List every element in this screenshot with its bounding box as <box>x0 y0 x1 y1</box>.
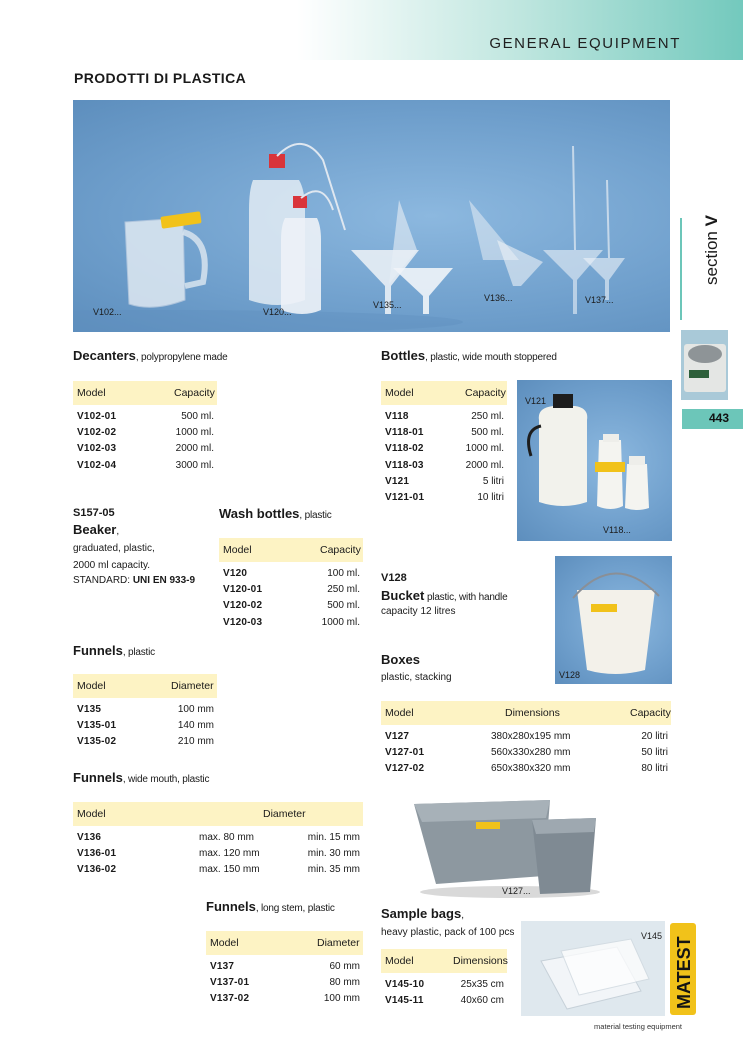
bottles-title: Bottles, plastic, wide mouth stoppered <box>381 348 557 363</box>
table-row: V136-01 max. 120 mm min. 30 mm <box>77 848 360 860</box>
beaker-code: S157-05 <box>73 507 115 519</box>
bottles-photo <box>517 380 672 541</box>
funnels-wide-table <box>73 802 363 886</box>
funnels-wide-title: Funnels, wide mouth, plastic <box>73 770 210 785</box>
table-header: Model Capacity <box>73 381 217 405</box>
decanters-table <box>73 381 217 479</box>
boxes-photo <box>400 792 600 900</box>
bucket-title: Bucket plastic, with handle <box>381 588 508 603</box>
sample-bags-title: Sample bags, <box>381 906 464 921</box>
table-row: V137-02 100 mm <box>210 993 360 1005</box>
sample-bags-photo <box>521 921 665 1016</box>
table-row: V136 max. 80 mm min. 15 mm <box>77 832 360 843</box>
funnels-table <box>73 674 217 758</box>
footer-text: material testing equipment <box>594 1022 682 1031</box>
section-label <box>702 210 722 290</box>
bucket-photo <box>555 556 672 684</box>
wash-bottles-title: Wash bottles, plastic <box>219 506 332 521</box>
table-row: V127 380x280x195 mm 20 litri <box>385 731 668 742</box>
table-row: V145-11 40x60 cm <box>385 995 504 1007</box>
sample-bags-table <box>381 949 507 1015</box>
table-row: V120-02 500 ml. <box>223 600 360 612</box>
bottles-table <box>381 381 507 511</box>
matest-logo <box>664 921 704 1019</box>
funnels-long-table <box>206 931 363 1015</box>
bucket-line: capacity 12 litres <box>381 606 456 617</box>
hero-caption: V120... <box>263 307 292 317</box>
beaker-standard: STANDARD: UNI EN 933-9 <box>73 575 196 586</box>
beaker-line: graduated, plastic, <box>73 543 155 554</box>
table-row: V127-02 650x380x320 mm 80 litri <box>385 763 668 775</box>
table-row: V118-03 2000 ml. <box>385 459 504 471</box>
brand-text: MATEST <box>674 936 694 1009</box>
beaker-line: 2000 ml capacity. <box>73 560 151 571</box>
sample-bags-photo-caption: V145 <box>641 931 663 941</box>
page-title: PRODOTTI DI PLASTICA <box>74 70 247 86</box>
funnels-long-title: Funnels, long stem, plastic <box>206 899 335 914</box>
funnels-title: Funnels, plastic <box>73 643 155 658</box>
bucket-photo-caption: V128 <box>559 670 581 680</box>
table-row: V121 5 litri <box>385 475 504 487</box>
boxes-photo-caption: V127... <box>502 886 531 896</box>
table-row: V102-02 1000 ml. <box>77 427 214 439</box>
table-row: V120-03 1000 ml. <box>223 616 360 628</box>
table-row: V102-01 500 ml. <box>77 411 214 422</box>
hero-caption: V137... <box>585 295 614 305</box>
table-header: Model Capacity <box>219 538 363 562</box>
table-row: V135-01 140 mm <box>77 720 214 732</box>
table-header: Model Diameter <box>206 931 363 955</box>
table-header: Model Diameter <box>73 674 217 698</box>
table-row: V102-03 2000 ml. <box>77 443 214 455</box>
boxes-title: Boxes <box>381 652 421 667</box>
table-row: V137 60 mm <box>210 961 360 972</box>
section-word: section <box>702 231 721 285</box>
beaker-title: Beaker, <box>73 522 119 537</box>
section-letter: V <box>702 215 721 227</box>
page-number-tab <box>682 409 743 429</box>
table-row: V145-10 25x35 cm <box>385 979 504 990</box>
table-row: V120 100 ml. <box>223 568 360 579</box>
hero-caption: V102... <box>93 307 122 317</box>
table-row: V137-01 80 mm <box>210 977 360 989</box>
boxes-line: plastic, stacking <box>381 672 452 683</box>
hero-caption: V135... <box>373 300 402 310</box>
table-row: V118 250 ml. <box>385 411 504 422</box>
table-row: V135-02 210 mm <box>77 736 214 748</box>
header-title: GENERAL EQUIPMENT <box>489 35 681 52</box>
table-row: V121-01 10 litri <box>385 491 504 503</box>
hero-photo <box>73 100 670 332</box>
table-row: V120-01 250 ml. <box>223 584 360 596</box>
balance-photo <box>681 330 728 400</box>
table-row: V118-02 1000 ml. <box>385 443 504 455</box>
sample-bags-line: heavy plastic, pack of 100 pcs <box>381 927 515 938</box>
section-divider <box>680 218 682 320</box>
table-header: Model Dimensions Capacity <box>381 701 671 725</box>
wash-bottles-table <box>219 538 363 636</box>
hero-photo-illustration <box>73 100 670 332</box>
bottles-photo-caption: V121 <box>525 396 547 406</box>
table-row: V136-02 max. 150 mm min. 35 mm <box>77 864 360 876</box>
bottles-photo-caption: V118... <box>603 525 631 535</box>
table-row: V102-04 3000 ml. <box>77 459 214 471</box>
boxes-table <box>381 701 671 785</box>
table-header: Model Dimensions <box>381 949 507 973</box>
table-row: V135 100 mm <box>77 704 214 715</box>
page-number: 443 <box>708 411 729 425</box>
table-header: Model Capacity <box>381 381 507 405</box>
table-header: Model Diameter <box>73 802 363 826</box>
hero-caption: V136... <box>484 293 513 303</box>
bucket-code: V128 <box>381 572 407 584</box>
decanters-title: Decanters, polypropylene made <box>73 348 228 363</box>
table-row: V118-01 500 ml. <box>385 427 504 439</box>
brand-logo-icon <box>664 921 704 1019</box>
table-row: V127-01 560x330x280 mm 50 litri <box>385 747 668 759</box>
